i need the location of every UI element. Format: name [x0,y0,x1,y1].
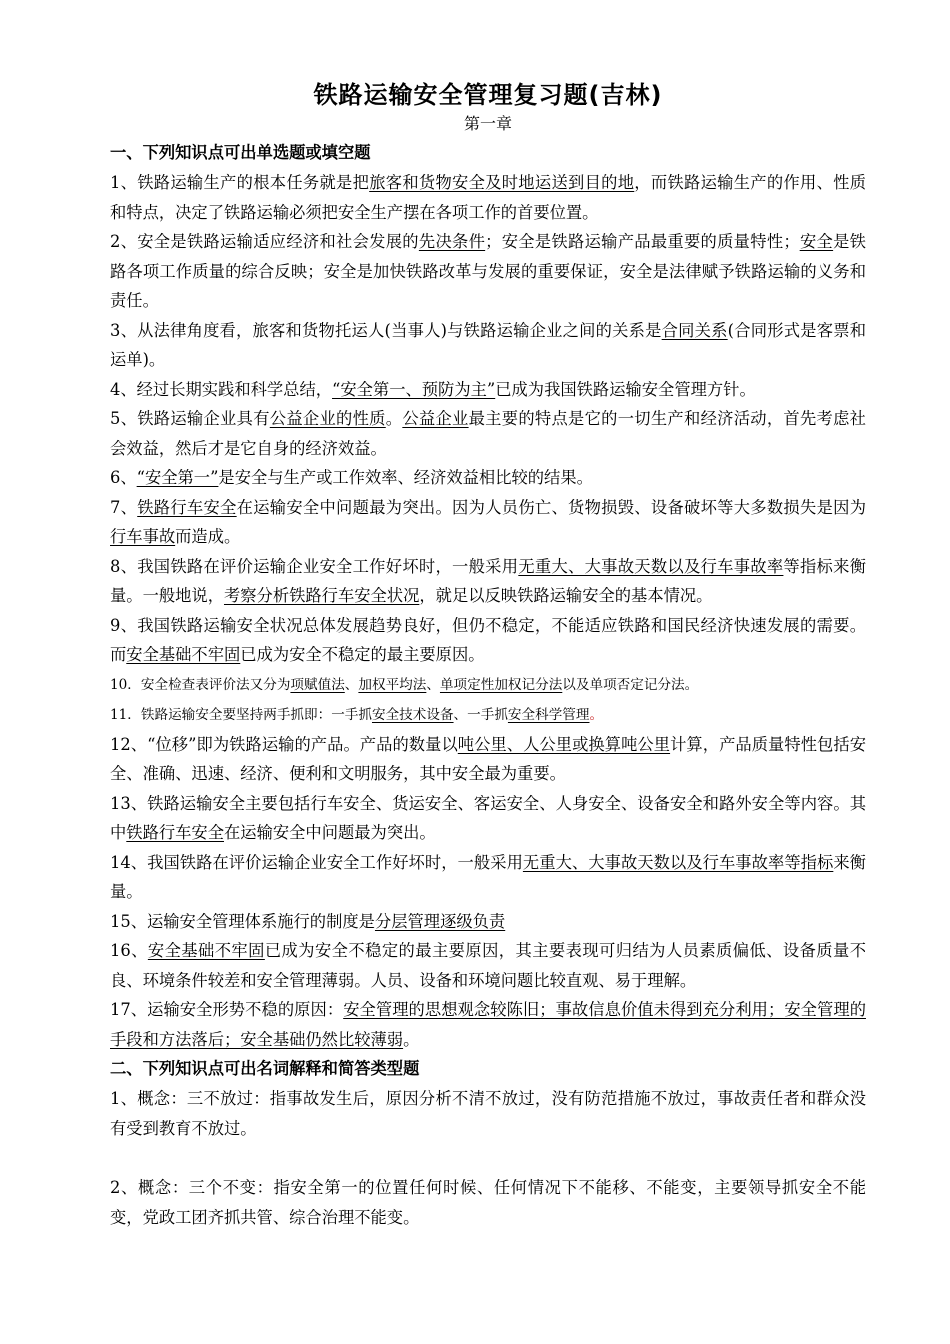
item-9: 9、我国铁路运输安全状况总体发展趋势良好，但仍不稳定，不能适应铁路和国民经济快速发展的需要。而安全基础不牢固已成为安全不稳定的最主要原因。 [110,615,866,664]
answer-underlined: 公益企业的性质 [269,409,386,428]
blank-line [110,1143,866,1173]
answer-underlined: 安全管理的思想观念较陈旧；事故信息价值未得到充分利用；安全管理的手段和方法落后；安全基础仍然比较薄弱 [110,1000,866,1049]
answer-underlined: 分层管理逐级负责 [374,911,506,931]
answer-underlined: 铁路行车安全 [137,497,237,517]
answer-underlined: “安全第一、预防为主” [332,379,496,399]
answer-underlined: 单项定性加权记分法 [439,676,563,693]
document-page [110,78,866,1232]
item-13: 13、铁路运输安全主要包括行车安全、货运安全、客运安全、人身安全、设备安全和路外安全等内容。其中铁路行车安全在运输安全中问题最为突出。 [110,793,866,842]
item-6: 6、“安全第一”是安全与生产或工作效率、经济效益相比较的结果。 [110,468,593,487]
section-heading-1: 一、下列知识点可出单选题或填空题 [110,143,371,162]
chapter-label: 第一章 [463,114,512,133]
item-12: 12、“位移”即为铁路运输的产品。产品的数量以吨公里、人公里或换算吨公里计算，产品质量特性包括安全、准确、迅速、经济、便利和文明服务，其中安全最为重要。 [110,734,866,783]
concept-1: 1、概念：三不放过：指事故发生后，原因分析不清不放过，没有防范措施不放过，事故责任者和群众没有受到教育不放过。 [110,1089,866,1138]
answer-underlined: 安全基础不牢固 [126,645,241,664]
answer-underlined: 合同关系 [661,320,728,340]
concept-2: 2、概念：三个不变：指安全第一的位置任何时候、任何情况下不能移、不能变，主要领导抓安全不能变，党政工团齐抓共管、综合治理不能变。 [110,1178,866,1227]
answer-underlined: 无重大、大事故天数以及行车事故率 [518,556,784,576]
answer-underlined: “安全第一” [136,468,219,487]
item-5: 5、铁路运输企业具有公益企业的性质。公益企业最主要的特点是它的一切生产和经济活动，首先考虑社会效益，然后才是它自身的经济效益。 [110,409,866,458]
item-10: 10．安全检查表评价法又分为项赋值法、加权平均法、单项定性加权记分法以及单项否定记分法。 [110,676,699,693]
item-11: 11．铁路运输安全要坚持两手抓即：一手抓安全技术设备、一手抓安全科学管理。 [110,706,604,723]
item-4: 4、经过长期实践和科学总结，“安全第一、预防为主”已成为我国铁路运输安全管理方针。 [110,379,756,399]
answer-underlined: 铁路行车安全 [126,823,224,842]
answer-underlined: 安全科学管理 [507,706,590,723]
item-15: 15、运输安全管理体系施行的制度是分层管理逐级负责 [110,911,506,931]
item-16: 16、安全基础不牢固已成为安全不稳定的最主要原因，其主要表现可归结为人员素质偏低、设备质量不良、环境条件较差和安全管理薄弱。人员、设备和环境问题比较直观、易于理解。 [110,941,866,990]
item-2: 2、安全是铁路运输适应经济和社会发展的先决条件；安全是铁路运输产品最重要的质量特性；安全是铁路各项工作质量的综合反映；安全是加快铁路改革与发展的重要保证，安全是法律赋予铁路运输的义务和责任。 [110,232,866,310]
item-8: 8、我国铁路在评价运输企业安全工作好坏时，一般采用无重大、大事故天数以及行车事故率等指标来衡量。一般地说，考察分析铁路行车安全状况，就足以反映铁路运输安全的基本情况。 [110,556,866,605]
answer-underlined: 无重大、大事故天数以及行车事故率等指标 [522,852,834,872]
answer-underlined: 旅客和货物安全及时地运送到目的地 [369,173,635,192]
answer-underlined: 考察分析铁路行车安全状况 [223,586,420,605]
answer-underlined: 加权平均法 [358,676,427,693]
answer-underlined: 项赋值法 [290,676,345,693]
answer-underlined: 公益企业 [402,409,469,428]
answer-underlined: 安全基础不牢固 [147,941,265,960]
document-title: 铁路运输安全管理复习题(吉林) [313,81,663,109]
answer-underlined: 吨公里、人公里或换算吨公里 [457,734,671,754]
item-1: 1、铁路运输生产的根本任务就是把旅客和货物安全及时地运送到目的地，而铁路运输生产的作用、性质和特点，决定了铁路运输必须把安全生产摆在各项工作的首要位置。 [110,173,866,222]
answer-underlined: 先决条件 [418,232,486,251]
answer-underlined: 安全技术设备 [371,706,454,723]
item-17: 17、运输安全形势不稳的原因：安全管理的思想观念较陈旧；事故信息价值未得到充分利用；安全管理的手段和方法落后；安全基础仍然比较薄弱。 [110,1000,866,1049]
answer-underlined: 安全 [799,232,834,251]
section-heading-2: 二、下列知识点可出名词解释和简答类型题 [110,1059,420,1078]
answer-underlined: 行车事故 [110,527,176,546]
item-3: 3、从法律角度看，旅客和货物托运人(当事人)与铁路运输企业之间的关系是合同关系(合同形式是客票和运单)。 [110,320,866,369]
item-7: 7、铁路行车安全在运输安全中问题最为突出。因为人员伤亡、货物损毁、设备破坏等大多数损失是因为行车事故而造成。 [110,497,866,546]
item-14: 14、我国铁路在评价运输企业安全工作好坏时，一般采用无重大、大事故天数以及行车事故率等指标来衡量。 [110,852,866,901]
